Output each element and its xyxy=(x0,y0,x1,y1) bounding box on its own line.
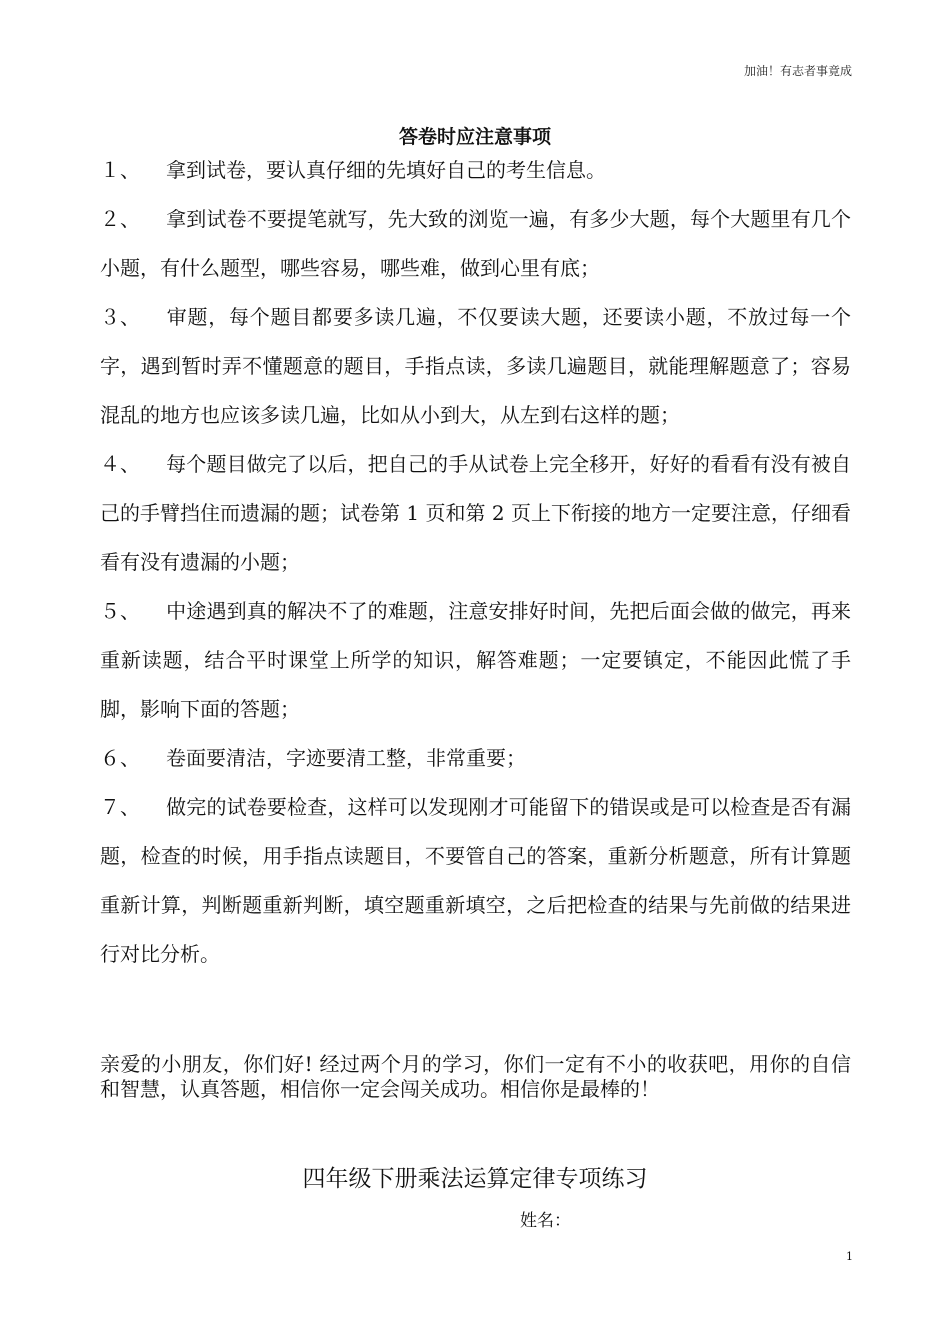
notice-item xyxy=(100,195,851,293)
notice-item-text: 审题，每个题目都要多读几遍，不仅要读大题，还要读小题，不放过每一个字，遇到暂时弄不懂题意的题目，手指点读，多读几遍题目，就能理解题意了；容易混乱的地方也应该多读几遍，比如从小到大，从左到右这样的题； xyxy=(100,305,851,427)
notice-item xyxy=(100,146,851,195)
intro-paragraph: 亲爱的小朋友，你们好! 经过两个月的学习，你们一定有不小的收获吧，用你的自信和智慧，认真答题，相信你一定会闯关成功。相信你是最棒的！ xyxy=(100,1052,851,1101)
notice-item xyxy=(100,587,851,734)
notice-item-number: ５、 xyxy=(100,599,140,623)
header-motto: 加油！有志者事竟成 xyxy=(743,64,852,78)
notice-title: 答卷时应注意事项 xyxy=(398,126,551,148)
notice-item-number: ４、 xyxy=(100,452,140,476)
notice-item-number: １、 xyxy=(100,158,140,182)
notice-item xyxy=(100,293,851,440)
notice-item-number: ６、 xyxy=(100,746,140,770)
notice-item-number: ３、 xyxy=(100,305,140,329)
notice-item-text: 每个题目做完了以后，把自己的手从试卷上完全移开，好好的看看有没有被自己的手臂挡住而遗漏的题；试卷第 1 页和第 2 页上下衔接的地方一定要注意，仔细看看有没有遗漏的小题； xyxy=(100,452,851,574)
notice-item-number: ２、 xyxy=(100,207,140,231)
exercise-title: 四年级下册乘法运算定律专项练习 xyxy=(302,1166,648,1192)
name-label: 姓名： xyxy=(520,1211,571,1231)
notice-item xyxy=(100,783,851,979)
notice-item xyxy=(100,440,851,587)
notice-item-text: 拿到试卷不要提笔就写，先大致的浏览一遍，有多少大题，每个大题里有几个小题，有什么题型，哪些容易，哪些难，做到心里有底； xyxy=(100,207,851,280)
notice-item-text: 做完的试卷要检查，这样可以发现刚才可能留下的错误或是可以检查是否有漏题，检查的时候，用手指点读题目，不要管自己的答案，重新分析题意，所有计算题重新计算，判断题重新判断，填空题重新填空，之后把检查的结果与先前做的结果进行对比分析。 xyxy=(100,795,851,966)
notice-item xyxy=(100,734,851,783)
notice-list xyxy=(100,146,851,979)
notice-item-text: 中途遇到真的解决不了的难题，注意安排好时间，先把后面会做的做完，再来重新读题，结合平时课堂上所学的知识，解答难题；一定要镇定，不能因此慌了手脚，影响下面的答题； xyxy=(100,599,851,721)
page-number: 1 xyxy=(846,1250,853,1263)
notice-item-text: 拿到试卷，要认真仔细的先填好自己的考生信息。 xyxy=(166,158,606,182)
notice-item-text: 卷面要清洁，字迹要清工整，非常重要； xyxy=(166,746,526,770)
notice-item-number: ７、 xyxy=(100,795,140,819)
